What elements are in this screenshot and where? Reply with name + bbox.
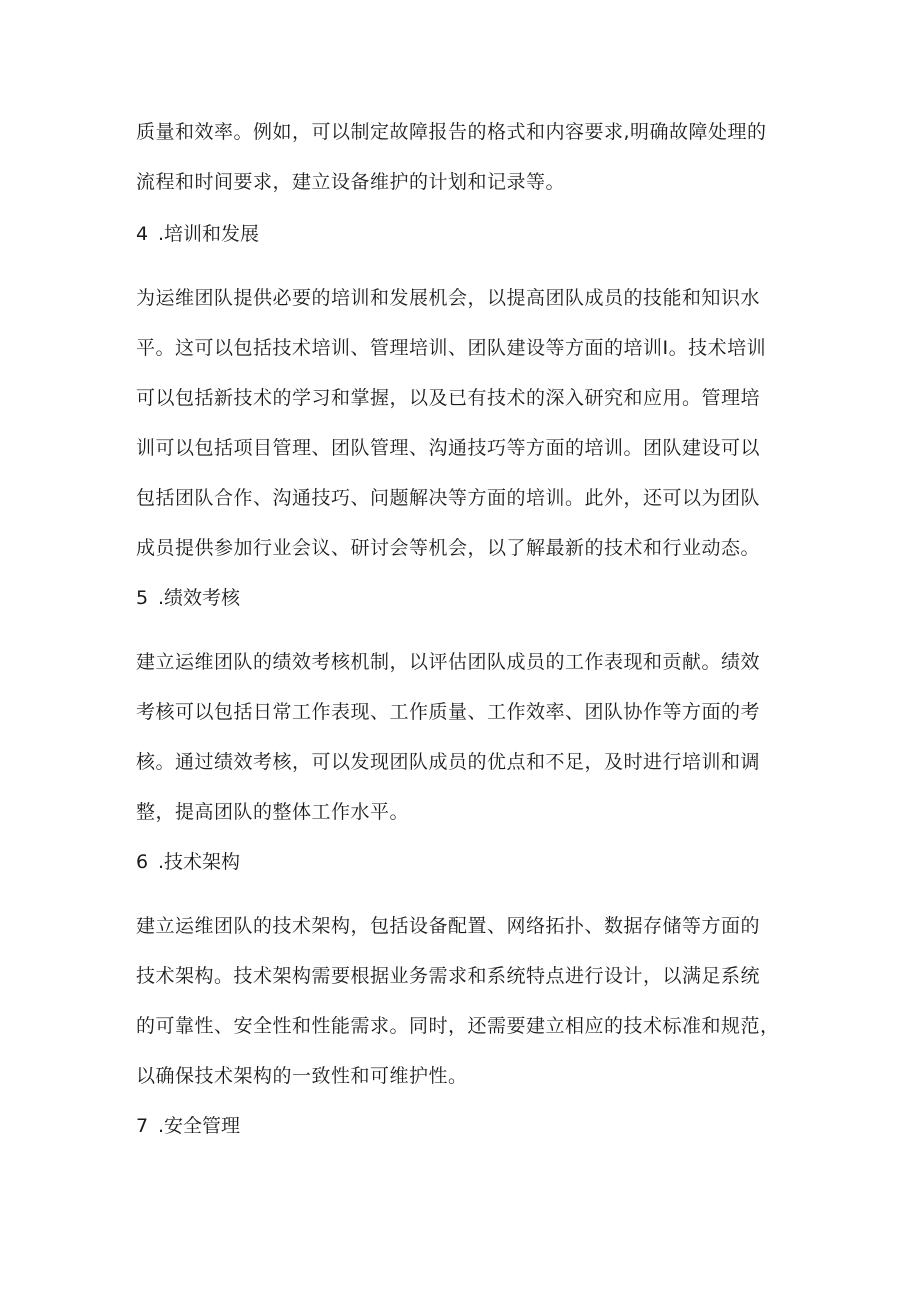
paragraph-line: 建立运维团队的技术架构，包括设备配置、网络拓扑、数据存储等方面的 xyxy=(136,915,761,937)
section-number: 5 xyxy=(136,587,149,609)
paragraph-line: 流程和时间要求，建立设备维护的计划和记录等。 xyxy=(136,171,566,193)
section-title: .培训和发展 xyxy=(158,223,260,245)
paragraph-line: 整，提高团队的整体工作水平。 xyxy=(136,801,410,823)
paragraph-line: 质量和效率。例如，可以制定故障报告的格式和内容要求,明确故障处理的 xyxy=(136,121,767,143)
paragraph-line: 为运维团队提供必要的培训和发展机会，以提高团队成员的技能和知识水 xyxy=(136,287,761,309)
section-number: 4 xyxy=(136,223,149,245)
paragraph-line: 包括团队合作、沟通技巧、问题解决等方面的培训。此外，还可以为团队 xyxy=(136,487,761,509)
paragraph-line: 成员提供参加行业会议、研讨会等机会，以了解最新的技术和行业动态。 xyxy=(136,537,761,559)
section-number: 7 xyxy=(136,1115,149,1137)
section-title: .安全管理 xyxy=(158,1115,241,1137)
section-heading-6 xyxy=(136,850,240,874)
paragraph-line: 核。通过绩效考核，可以发现团队成员的优点和不足，及时进行培训和调 xyxy=(136,751,761,773)
paragraph-line: 的可靠性、安全性和性能需求。同时，还需要建立相应的技术标准和规范， xyxy=(136,1015,780,1037)
section-title: .技术架构 xyxy=(158,851,241,873)
paragraph-line: 建立运维团队的绩效考核机制，以评估团队成员的工作表现和贡献。绩效 xyxy=(136,651,761,673)
section-heading-7 xyxy=(136,1114,240,1138)
paragraph-line: 技术架构。技术架构需要根据业务需求和系统特点进行设计，以满足系统 xyxy=(136,965,761,987)
paragraph-line: 训可以包括项目管理、团队管理、沟通技巧等方面的培训。团队建设可以 xyxy=(136,437,761,459)
paragraph-line: 可以包括新技术的学习和掌握，以及已有技术的深入研究和应用。管理培 xyxy=(136,387,761,409)
section-heading-5 xyxy=(136,586,240,610)
paragraph-line: 以确保技术架构的一致性和可维护性。 xyxy=(136,1065,468,1087)
paragraph-line: 考核可以包括日常工作表现、工作质量、工作效率、团队协作等方面的考 xyxy=(136,701,761,723)
section-number: 6 xyxy=(136,851,149,873)
section-heading-4 xyxy=(136,222,259,246)
paragraph-line: 平。这可以包括技术培训、管理培训、团队建设等方面的培训I。技术培训 xyxy=(136,337,767,359)
section-title: .绩效考核 xyxy=(158,587,241,609)
